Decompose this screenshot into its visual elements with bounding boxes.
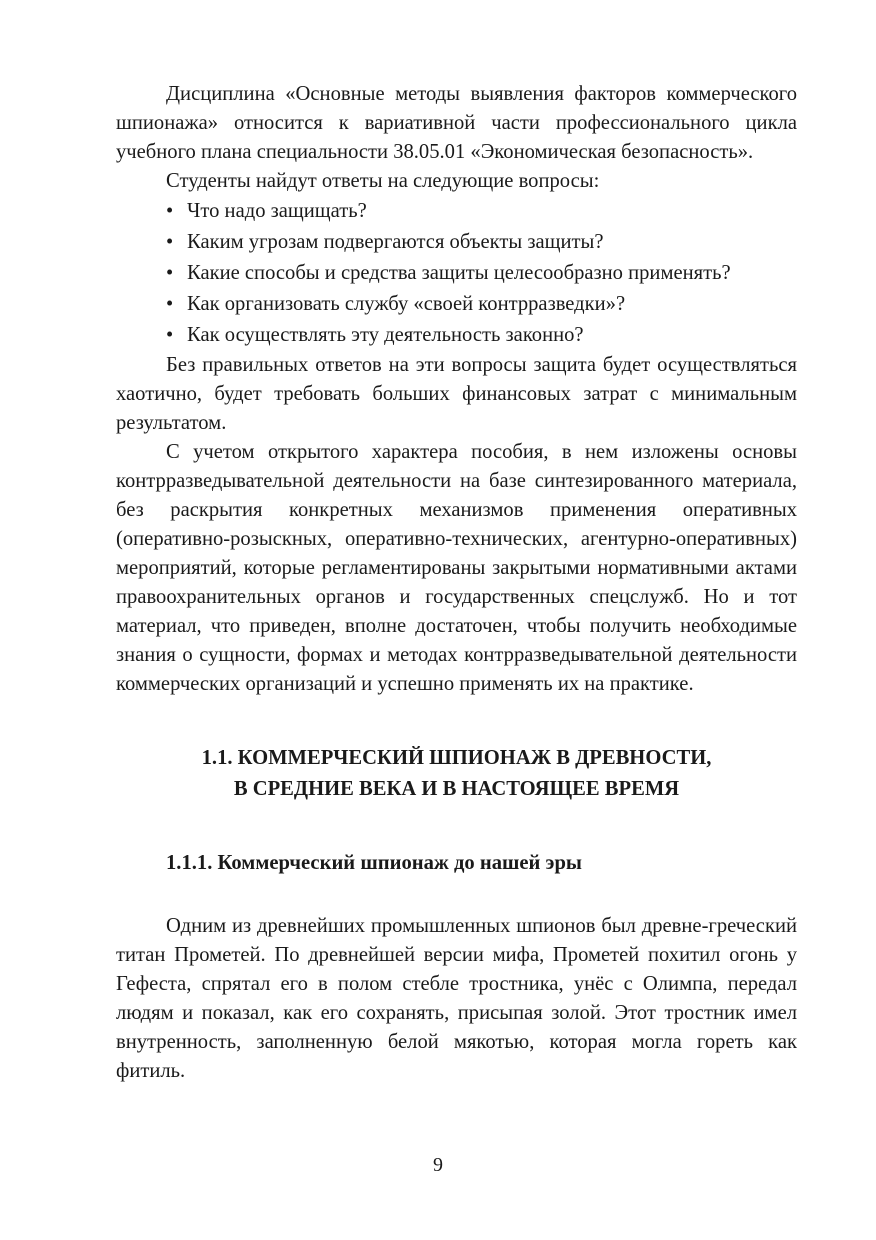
intro-paragraph-questions-lead: Студенты найдут ответы на следующие вопросы: [166, 170, 600, 192]
list-item [116, 289, 797, 320]
question-text: Какие способы и средства защиты целесообразно применять? [187, 262, 731, 284]
questions-list [116, 196, 797, 351]
bullet-icon: • [166, 324, 174, 346]
list-item [116, 258, 797, 289]
question-text: Как осуществлять эту деятельность законно? [187, 324, 584, 346]
intro-paragraph-scope: С учетом открытого характера пособия, в нем изложены основы контрразведывательной деятельности на базе синтезированного материала, без раскрытия конкретных механизмов применения оперативных (оперативно-розыскных, оперативно-технических, агентурно-оперативных) мероприятий, которые регламентированы закрытыми нормативными актами правоохранительных органов и государственных спецслужб. Но и тот материал, что приведен, вполне достаточен, чтобы получить необходимые знания о сущности, формах и методах контрразведывательной деятельности коммерческих организаций и успешно применять их на практике. [116, 441, 797, 695]
page-body [116, 80, 797, 1086]
bullet-icon: • [166, 231, 174, 253]
section-title [116, 743, 797, 805]
bullet-icon: • [166, 262, 174, 284]
bullet-icon: • [166, 293, 174, 315]
intro-paragraph-discipline: Дисциплина «Основные методы выявления факторов коммерческого шпионажа» относится к вариативной части профессионального цикла учебного плана специальности 38.05.01 «Экономическая безопасность». [116, 83, 797, 163]
list-item [116, 320, 797, 351]
question-text: Как организовать службу «своей контрразведки»? [187, 293, 626, 315]
list-item [116, 196, 797, 227]
subsection-paragraph-prometheus: Одним из древнейших промышленных шпионов был древне-греческий титан Прометей. По древнейшей версии мифа, Прометей похитил огонь у Гефеста, спрятал его в полом стебле тростника, унёс с Олимпа, передал людям и показал, как его сохранять, присыпая золой. Этот тростник имел внутренность, заполненную белой мякотью, которая могла гореть как фитиль. [116, 915, 797, 1082]
section-title-line2: В СРЕДНИЕ ВЕКА И В НАСТОЯЩЕЕ ВРЕМЯ [233, 778, 680, 800]
list-item [116, 227, 797, 258]
question-text: Что надо защищать? [187, 200, 367, 222]
page-number: 9 [433, 1154, 443, 1176]
bullet-icon: • [166, 200, 174, 222]
subsection-title: 1.1.1. Коммерческий шпионаж до нашей эры [166, 852, 582, 874]
question-text: Каким угрозам подвергаются объекты защиты? [187, 231, 604, 253]
section-title-line1: 1.1. КОММЕРЧЕСКИЙ ШПИОНАЖ В ДРЕВНОСТИ, [201, 747, 712, 769]
intro-paragraph-consequences: Без правильных ответов на эти вопросы защита будет осуществляться хаотично, будет требовать больших финансовых затрат с минимальным результатом. [116, 354, 797, 434]
